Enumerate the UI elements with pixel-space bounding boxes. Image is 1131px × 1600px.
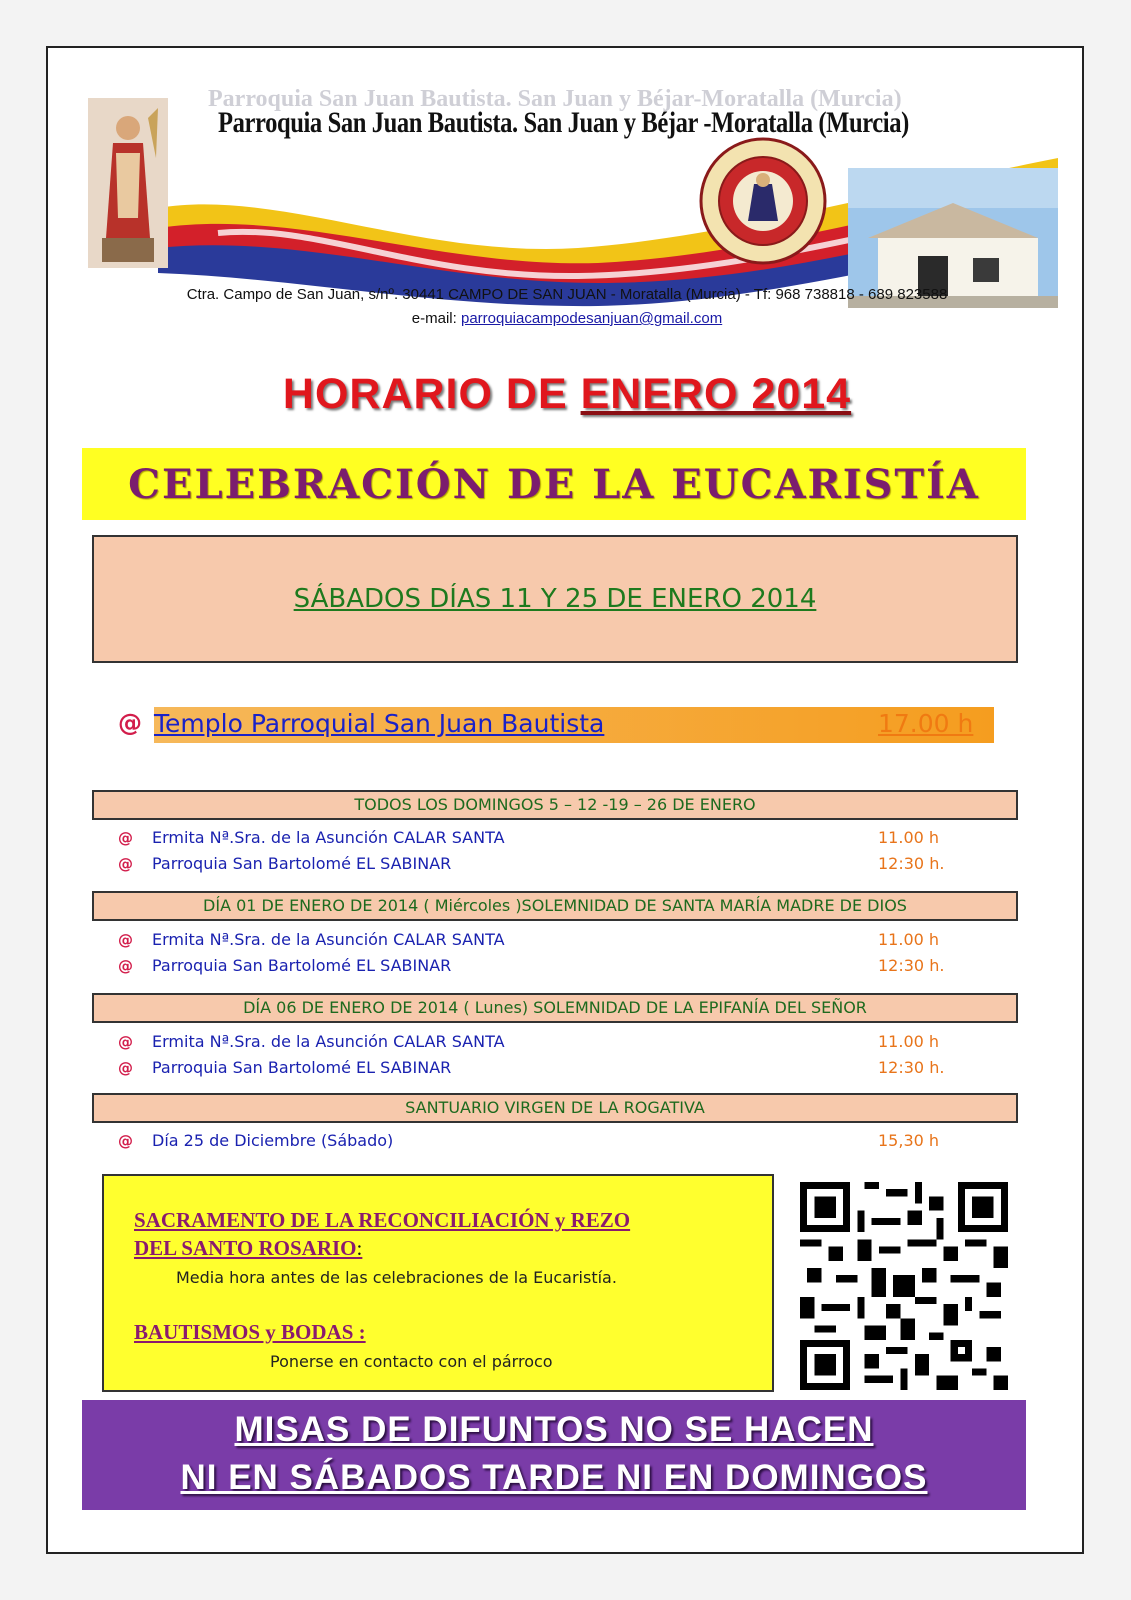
row-place: Parroquia San Bartolomé EL SABINAR — [152, 956, 452, 975]
sacrament-heading-line2-text: DEL SANTO ROSARIO — [134, 1236, 357, 1260]
parish-address: Ctra. Campo de San Juan, s/nº. 30441 CAMPO DE SAN JUAN - Moratalla (Murcia) - Tf: 968 738818 - 689 823588 — [186, 286, 948, 303]
sacrament-heading-line1: SACRAMENTO DE LA RECONCILIACIÓN y REZO — [134, 1208, 631, 1232]
footer-line2: NI EN SÁBADOS TARDE NI EN DOMINGOS — [180, 1458, 928, 1497]
schedule-row — [118, 956, 998, 980]
templo-time: 17.00 h — [878, 709, 974, 738]
templo-row — [118, 707, 993, 743]
row-place: Ermita Nª.Sra. de la Asunción CALAR SANTA — [152, 1032, 505, 1051]
bullet-icon: @ — [118, 957, 133, 975]
footer-line1: MISAS DE DIFUNTOS NO SE HACEN — [234, 1410, 874, 1449]
email-link[interactable]: parroquiacampodesanjuan@gmail.com — [460, 310, 723, 327]
section-heading-rogativa: SANTUARIO VIRGEN DE LA ROGATIVA — [92, 1093, 1018, 1123]
baptism-heading: BAUTISMOS y BODAS : — [134, 1320, 366, 1344]
section-heading-jan-01: DÍA 01 DE ENERO DE 2014 ( Miércoles )SOLEMNIDAD DE SANTA MARÍA MADRE DE DIOS — [92, 891, 1018, 921]
schedule-row — [118, 1032, 998, 1056]
parish-header — [88, 78, 1058, 318]
bullet-icon: @ — [118, 709, 142, 737]
parish-title: Parroquia San Juan Bautista. San Juan y Béjar -Moratalla (Murcia) — [218, 106, 909, 139]
row-time: 15,30 h — [878, 1131, 940, 1150]
row-time: 11.00 h — [878, 930, 940, 949]
schedule-row — [118, 1131, 998, 1155]
title-month: ENERO 2014 — [580, 370, 852, 418]
eucharist-banner-text: CELEBRACIÓN DE LA EUCARISTÍA — [128, 460, 980, 508]
schedule-row — [118, 1058, 998, 1082]
parish-seal-image — [698, 136, 828, 266]
saturdays-heading: SÁBADOS DÍAS 11 Y 25 DE ENERO 2014 — [293, 584, 817, 614]
sacraments-info-box — [102, 1174, 774, 1392]
schedule-title — [48, 370, 1086, 419]
bullet-icon: @ — [118, 1033, 133, 1051]
row-place: Ermita Nª.Sra. de la Asunción CALAR SANTA — [152, 930, 505, 949]
section-heading-sundays: TODOS LOS DOMINGOS 5 – 12 -19 – 26 DE ENERO — [92, 790, 1018, 820]
schedule-row — [118, 930, 998, 954]
title-prefix: HORARIO DE — [282, 370, 581, 418]
saturdays-box — [92, 535, 1018, 663]
row-time: 11.00 h — [878, 828, 940, 847]
bullet-icon: @ — [118, 1132, 133, 1150]
sacrament-heading-line2 — [134, 1236, 362, 1261]
templo-place: Templo Parroquial San Juan Bautista — [154, 709, 605, 738]
row-place: Ermita Nª.Sra. de la Asunción CALAR SANTA — [152, 828, 505, 847]
row-time: 11.00 h — [878, 1032, 940, 1051]
bullet-icon: @ — [118, 931, 133, 949]
row-time: 12:30 h. — [878, 1058, 945, 1077]
header-ghost-title: Parroquia San Juan Bautista. San Juan y Béjar-Moratalla (Murcia) — [208, 86, 902, 112]
funeral-masses-banner — [82, 1400, 1026, 1510]
bullet-icon: @ — [118, 829, 133, 847]
bullet-icon: @ — [118, 1059, 133, 1077]
row-place: Parroquia San Bartolomé EL SABINAR — [152, 854, 452, 873]
qr-code-image[interactable] — [800, 1182, 1008, 1390]
baptism-text: Ponerse en contacto con el párroco — [270, 1352, 553, 1371]
schedule-row — [118, 854, 998, 878]
bullet-icon: @ — [118, 855, 133, 873]
email-label: e-mail: — [411, 310, 461, 327]
row-place: Día 25 de Diciembre (Sábado) — [152, 1131, 394, 1150]
schedule-row — [118, 828, 998, 852]
sacrament-colon: : — [356, 1236, 363, 1260]
sacrament-text: Media hora antes de las celebraciones de la Eucaristía. — [176, 1268, 617, 1287]
parish-email-line — [48, 310, 1086, 327]
section-heading-jan-06: DÍA 06 DE ENERO DE 2014 ( Lunes) SOLEMNIDAD DE LA EPIFANÍA DEL SEÑOR — [92, 993, 1018, 1023]
eucharist-banner — [82, 448, 1026, 520]
saint-statue-image — [88, 98, 168, 268]
row-time: 12:30 h. — [878, 854, 945, 873]
poster-page — [46, 46, 1084, 1554]
row-time: 12:30 h. — [878, 956, 945, 975]
row-place: Parroquia San Bartolomé EL SABINAR — [152, 1058, 452, 1077]
